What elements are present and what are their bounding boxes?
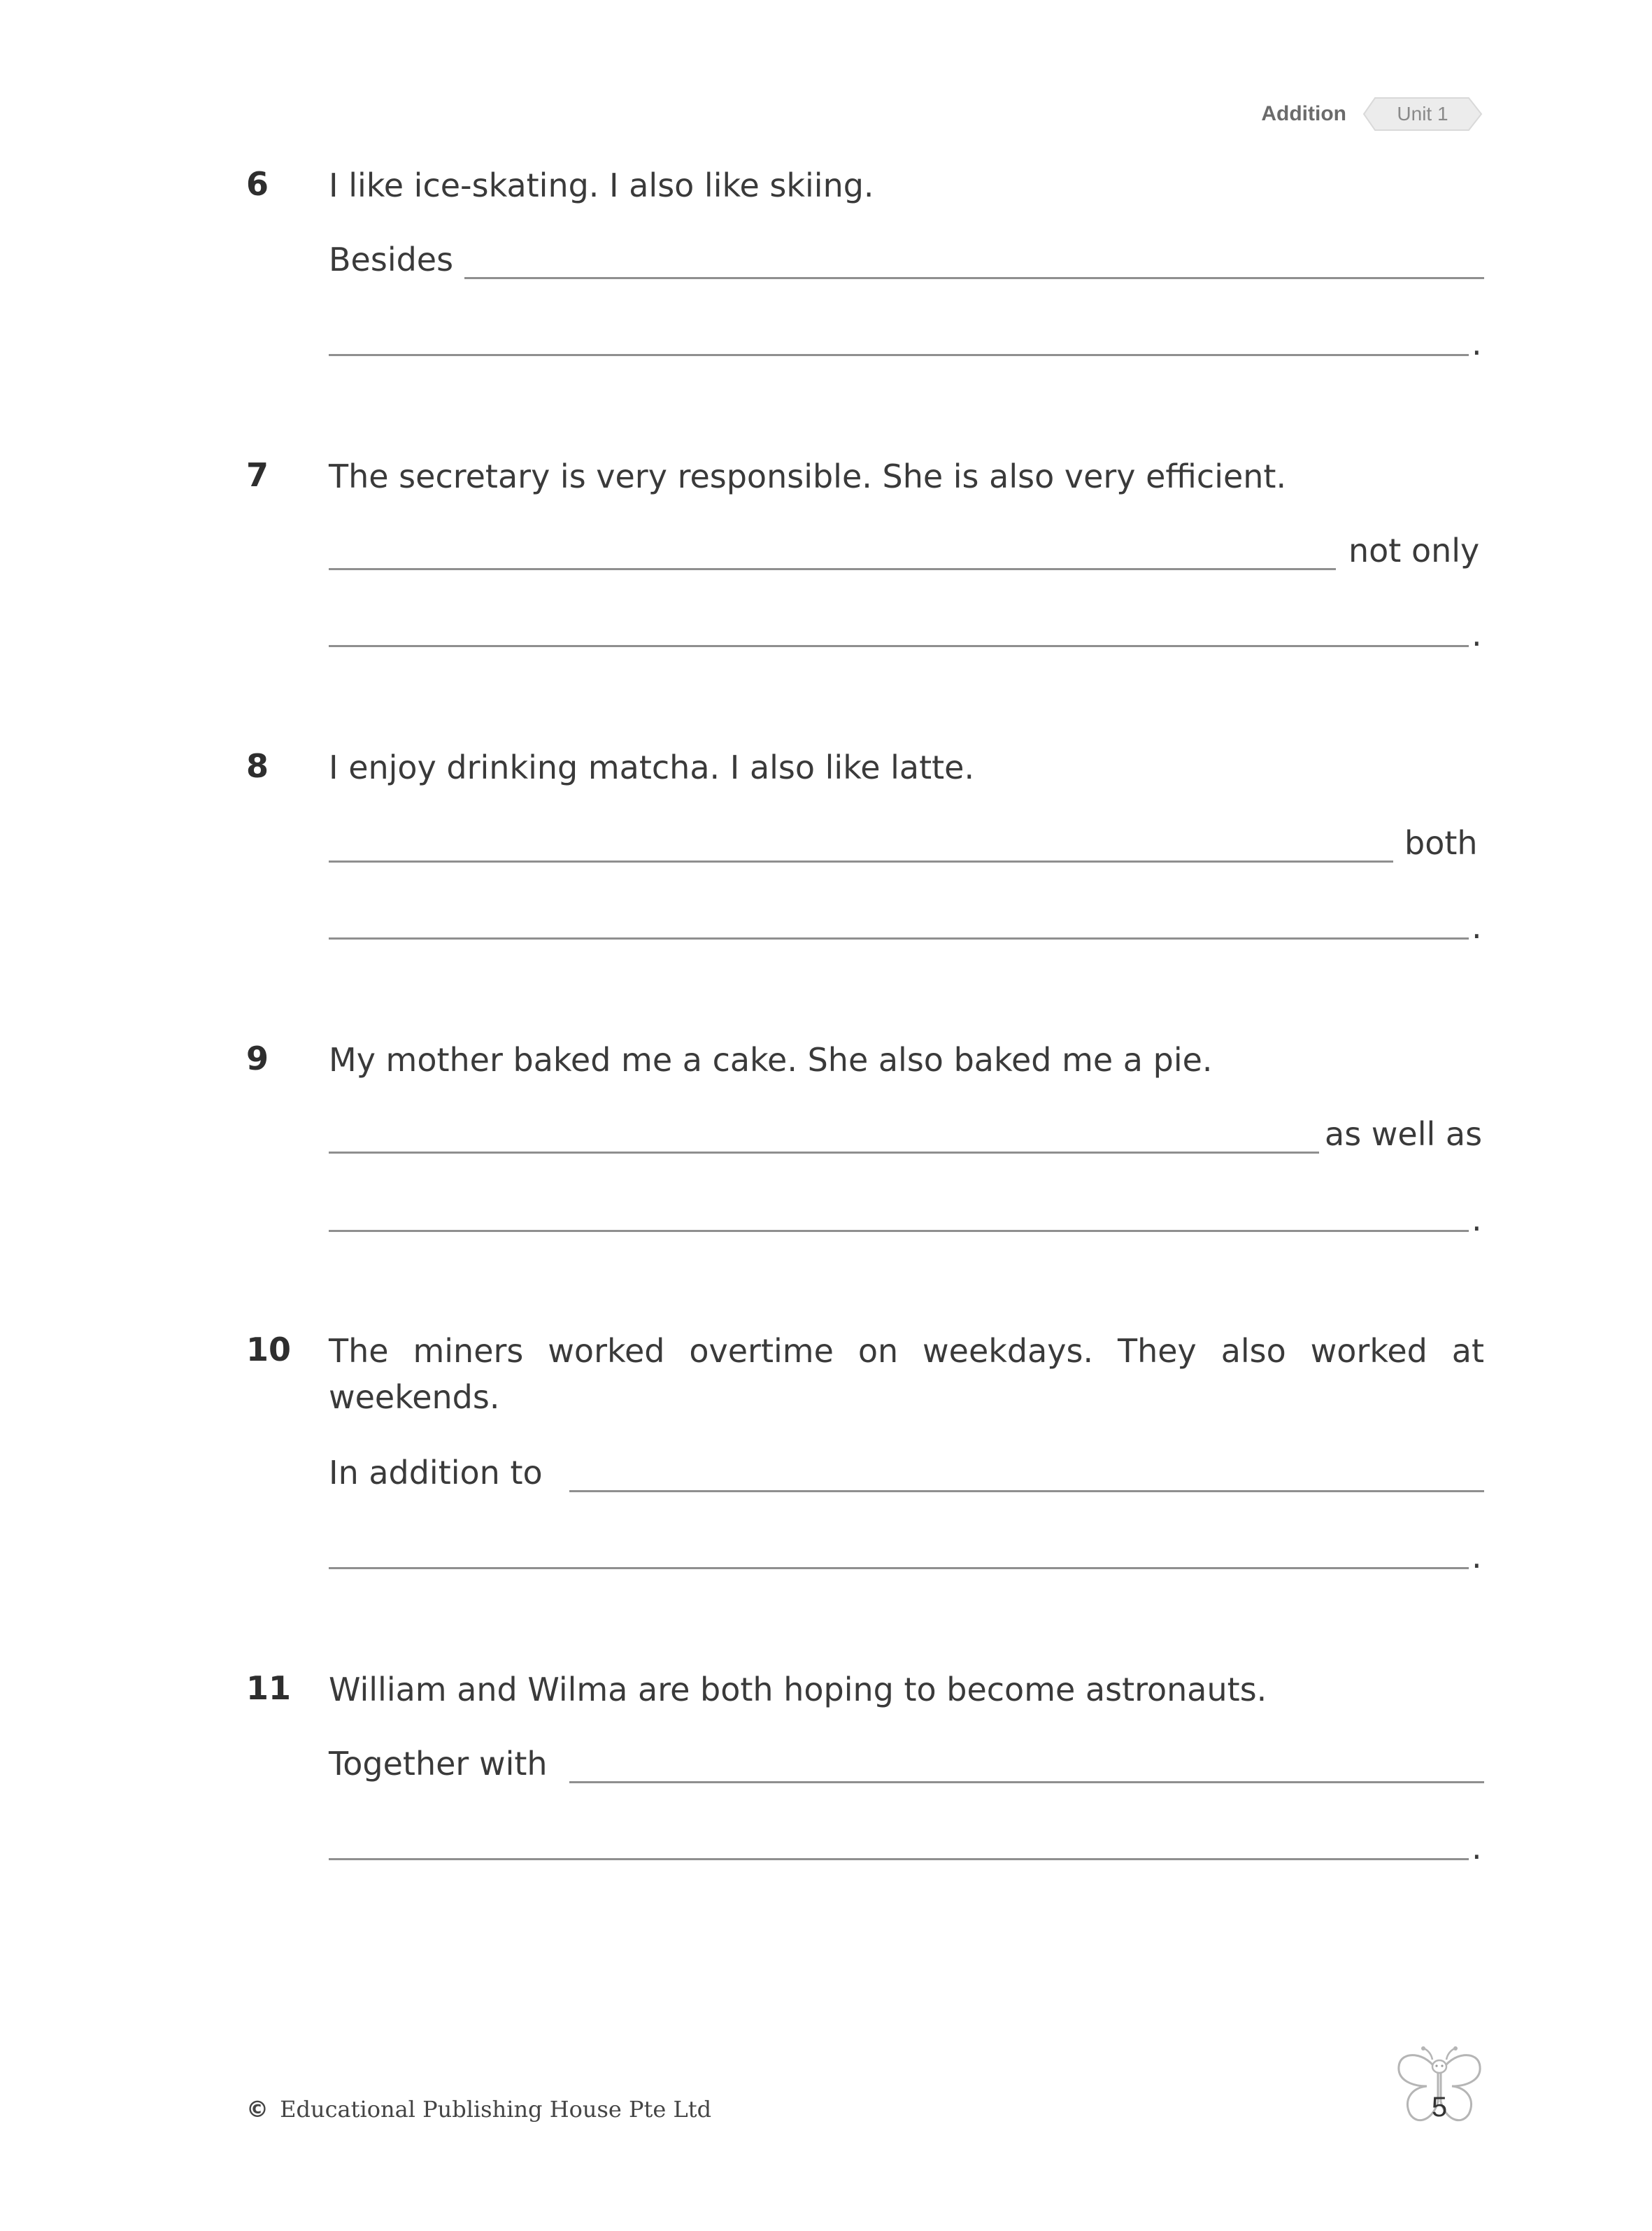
- question-prompt-6: I like ice-skating. I also like skiing.: [329, 167, 874, 204]
- copyright-icon: ©: [246, 2096, 269, 2123]
- question-number-8: 8: [246, 747, 269, 785]
- question-6-period: .: [1472, 325, 1482, 362]
- question-11-label: Together with: [329, 1745, 548, 1783]
- copyright-footer: [246, 2096, 711, 2123]
- answer-line-10a[interactable]: [569, 1490, 1484, 1492]
- answer-line-7a[interactable]: [329, 568, 1336, 570]
- question-number-6: 6: [246, 165, 269, 203]
- unit-label: Unit 1: [1397, 103, 1448, 125]
- answer-line-9a[interactable]: [329, 1152, 1319, 1154]
- answer-line-11a[interactable]: [569, 1781, 1484, 1783]
- question-10-label: In addition to: [329, 1454, 543, 1492]
- question-prompt-9: My mother baked me a cake. She also baked me a pie.: [329, 1041, 1213, 1079]
- question-number-9: 9: [246, 1040, 269, 1077]
- question-7-period: .: [1472, 616, 1482, 653]
- question-number-10: 10: [246, 1331, 292, 1368]
- answer-line-6b[interactable]: [329, 354, 1469, 356]
- question-10-period: .: [1472, 1538, 1482, 1575]
- question-prompt-11: William and Wilma are both hoping to become astronauts.: [329, 1671, 1267, 1708]
- question-9-label: as well as: [1325, 1115, 1483, 1153]
- question-8-period: .: [1472, 908, 1482, 946]
- answer-line-6a[interactable]: [464, 277, 1484, 279]
- answer-line-8a[interactable]: [329, 860, 1393, 863]
- question-prompt-10: The miners worked overtime on weekdays. They also worked at weekends.: [329, 1332, 1484, 1416]
- question-prompt-7: The secretary is very responsible. She is also very efficient.: [329, 458, 1287, 495]
- section-title: Addition: [1261, 102, 1346, 125]
- question-number-11: 11: [246, 1669, 292, 1707]
- question-11-period: .: [1472, 1829, 1482, 1867]
- unit-tab: [1362, 97, 1483, 132]
- question-7-label: not only: [1348, 532, 1480, 569]
- publisher-name: Educational Publishing House Pte Ltd: [280, 2096, 712, 2123]
- question-9-period: .: [1472, 1201, 1482, 1238]
- answer-line-7b[interactable]: [329, 645, 1469, 647]
- page-number: 5: [1431, 2092, 1448, 2123]
- question-number-7: 7: [246, 456, 269, 494]
- question-prompt-8: I enjoy drinking matcha. I also like latte.: [329, 749, 975, 786]
- answer-line-8b[interactable]: [329, 937, 1469, 940]
- answer-line-11b[interactable]: [329, 1858, 1469, 1860]
- question-8-label: both: [1404, 824, 1478, 862]
- question-6-label: Besides: [329, 241, 454, 278]
- answer-line-9b[interactable]: [329, 1230, 1469, 1232]
- answer-line-10b[interactable]: [329, 1567, 1469, 1569]
